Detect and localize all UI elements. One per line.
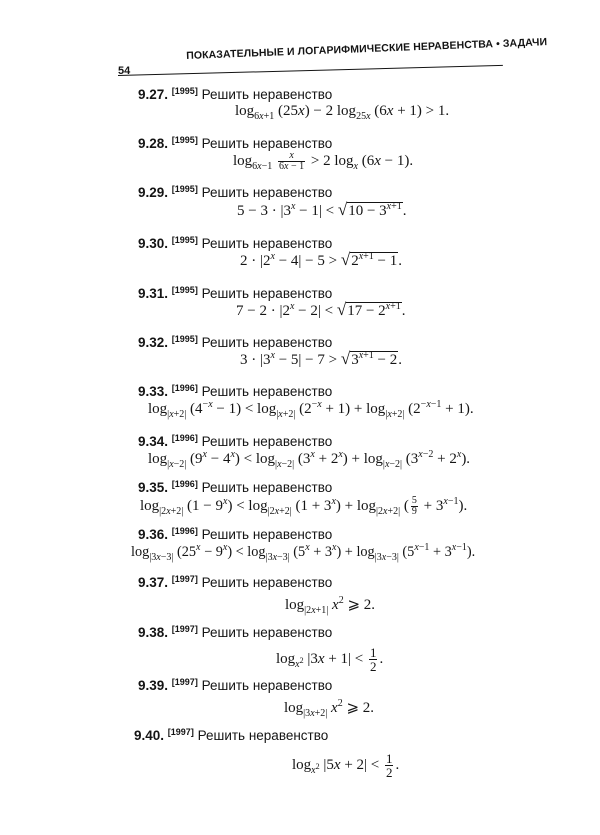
problem-number: 9.36. [138, 527, 169, 542]
problem-instruction: Решить неравенство [201, 527, 333, 542]
problem-heading [138, 86, 332, 102]
problem-formula: $\log_{x^2} |3x + 1|$ < $\frac{1}{2}$ . [276, 645, 384, 674]
problem-instruction: Решить неравенство [201, 384, 333, 399]
problem-number: 9.39. [138, 678, 169, 693]
problem-number: 9.28. [138, 136, 169, 151]
problem-year: [1995] [171, 285, 198, 295]
problem-heading [134, 727, 328, 743]
problem-year: [1997] [171, 574, 198, 584]
problem-instruction: Решить неравенство [201, 87, 333, 102]
problem-year: [1997] [171, 624, 198, 634]
problem-heading [138, 574, 332, 590]
problem-number: 9.32. [138, 335, 169, 350]
problem-year: [1995] [171, 334, 198, 344]
problem-instruction: Решить неравенство [201, 136, 333, 151]
problem-heading [138, 184, 332, 200]
problem-formula: $\log_{6x+1} (25x) - 2$ $\log_{25x} (6x + 1) > 1$. [235, 103, 450, 122]
problem-formula: $5 - 3 \cdot |3^x - 1| < √10 - 3^{x+1}$. [237, 200, 407, 219]
problem-year: [1997] [167, 727, 194, 737]
problem-year: [1996] [171, 526, 198, 536]
header-rule [118, 65, 503, 76]
problem-heading [138, 334, 332, 350]
problem-heading [138, 624, 332, 640]
problem-year: [1995] [171, 86, 198, 96]
running-title: ПОКАЗАТЕЛЬНЫЕ И ЛОГАРИФМИЧЕСКИЕ НЕРАВЕНСТВА • ЗАДАЧИ [186, 36, 548, 62]
problem-formula: $2 \cdot |2^x - 4| - 5 > √2^{x+1} - 1$. [240, 250, 402, 269]
problem-formula: $\log_{|2x+1|} x^2$ ⩾ 2. [285, 595, 376, 616]
problem-formula: $\log_{|3x-3|} (25^x - 9^x) < \log_{|3x-3|} (5^x + 3^x) + \log_{|3x-3|} (5^{x-1} + 3^{x-1})$. [131, 542, 476, 563]
problem-number: 9.30. [138, 236, 169, 251]
problem-instruction: Решить неравенство [201, 434, 333, 449]
problem-heading [138, 135, 332, 151]
problem-heading [138, 285, 332, 301]
problem-heading [138, 677, 332, 693]
problem-heading [138, 433, 332, 449]
problem-formula: $\log_{6x-1}$ $\frac{x}{6x - 1}$ > 2 $\log_x (6x - 1)$. [233, 150, 414, 172]
problem-year: [1996] [171, 479, 198, 489]
problem-number: 9.37. [138, 575, 169, 590]
problem-number: 9.35. [138, 480, 169, 495]
problem-year: [1996] [171, 433, 198, 443]
problem-instruction: Решить неравенство [201, 185, 333, 200]
problem-number: 9.34. [138, 434, 169, 449]
page-number: 54 [118, 65, 131, 77]
problem-formula: $\log_{|x+2|} (4^{-x} - 1) < \log_{|x+2|} (2^{-x} + 1) + \log_{|x+2|} (2^{-x-1} + 1)$. [148, 399, 474, 420]
problem-year: [1995] [171, 184, 198, 194]
problem-number: 9.33. [138, 384, 169, 399]
problem-formula: $\log_{|3x+2|} x^2$ ⩾ 2. [284, 698, 375, 719]
problem-number: 9.40. [134, 728, 165, 743]
problem-instruction: Решить неравенство [197, 728, 329, 743]
problem-formula: $\log_{|2x+2|} (1 - 9^x) < \log_{|2x+2|} (1 + 3^x) + \log_{|2x+2|}$ ( $\frac{5}{9}$ + $3^{x-1}$). [140, 495, 468, 517]
problem-number: 9.38. [138, 625, 169, 640]
problem-instruction: Решить неравенство [201, 480, 333, 495]
problem-formula: $7 - 2 \cdot |2^x - 2| < √17 - 2^{x+1}$. [236, 300, 406, 319]
problem-number: 9.27. [138, 87, 169, 102]
problem-heading [138, 479, 332, 495]
problem-instruction: Решить неравенство [201, 575, 333, 590]
problem-instruction: Решить неравенство [201, 625, 333, 640]
page-header [118, 36, 548, 77]
problem-number: 9.31. [138, 286, 169, 301]
problem-year: [1995] [171, 135, 198, 145]
problem-instruction: Решить неравенство [201, 335, 333, 350]
problem-heading [138, 383, 332, 399]
problem-instruction: Решить неравенство [201, 286, 333, 301]
problem-year: [1997] [171, 677, 198, 687]
problem-number: 9.29. [138, 185, 169, 200]
problem-formula: $\log_{|x-2|} (9^x - 4^x) < \log_{|x-2|} (3^x + 2^x) + \log_{|x-2|} (3^{x-2} + 2^x)$. [148, 449, 471, 470]
problem-year: [1995] [171, 235, 198, 245]
problem-heading [138, 235, 332, 251]
problem-instruction: Решить неравенство [201, 236, 333, 251]
problem-year: [1996] [171, 383, 198, 393]
problem-heading [138, 526, 332, 542]
problem-formula: $3 \cdot |3^x - 5| - 7 > √3^{x+1} - 2$. [240, 349, 402, 368]
problem-formula: $\log_{x^2} |5x + 2|$ < $\frac{1}{2}$ . [292, 751, 400, 780]
problem-instruction: Решить неравенство [201, 678, 333, 693]
